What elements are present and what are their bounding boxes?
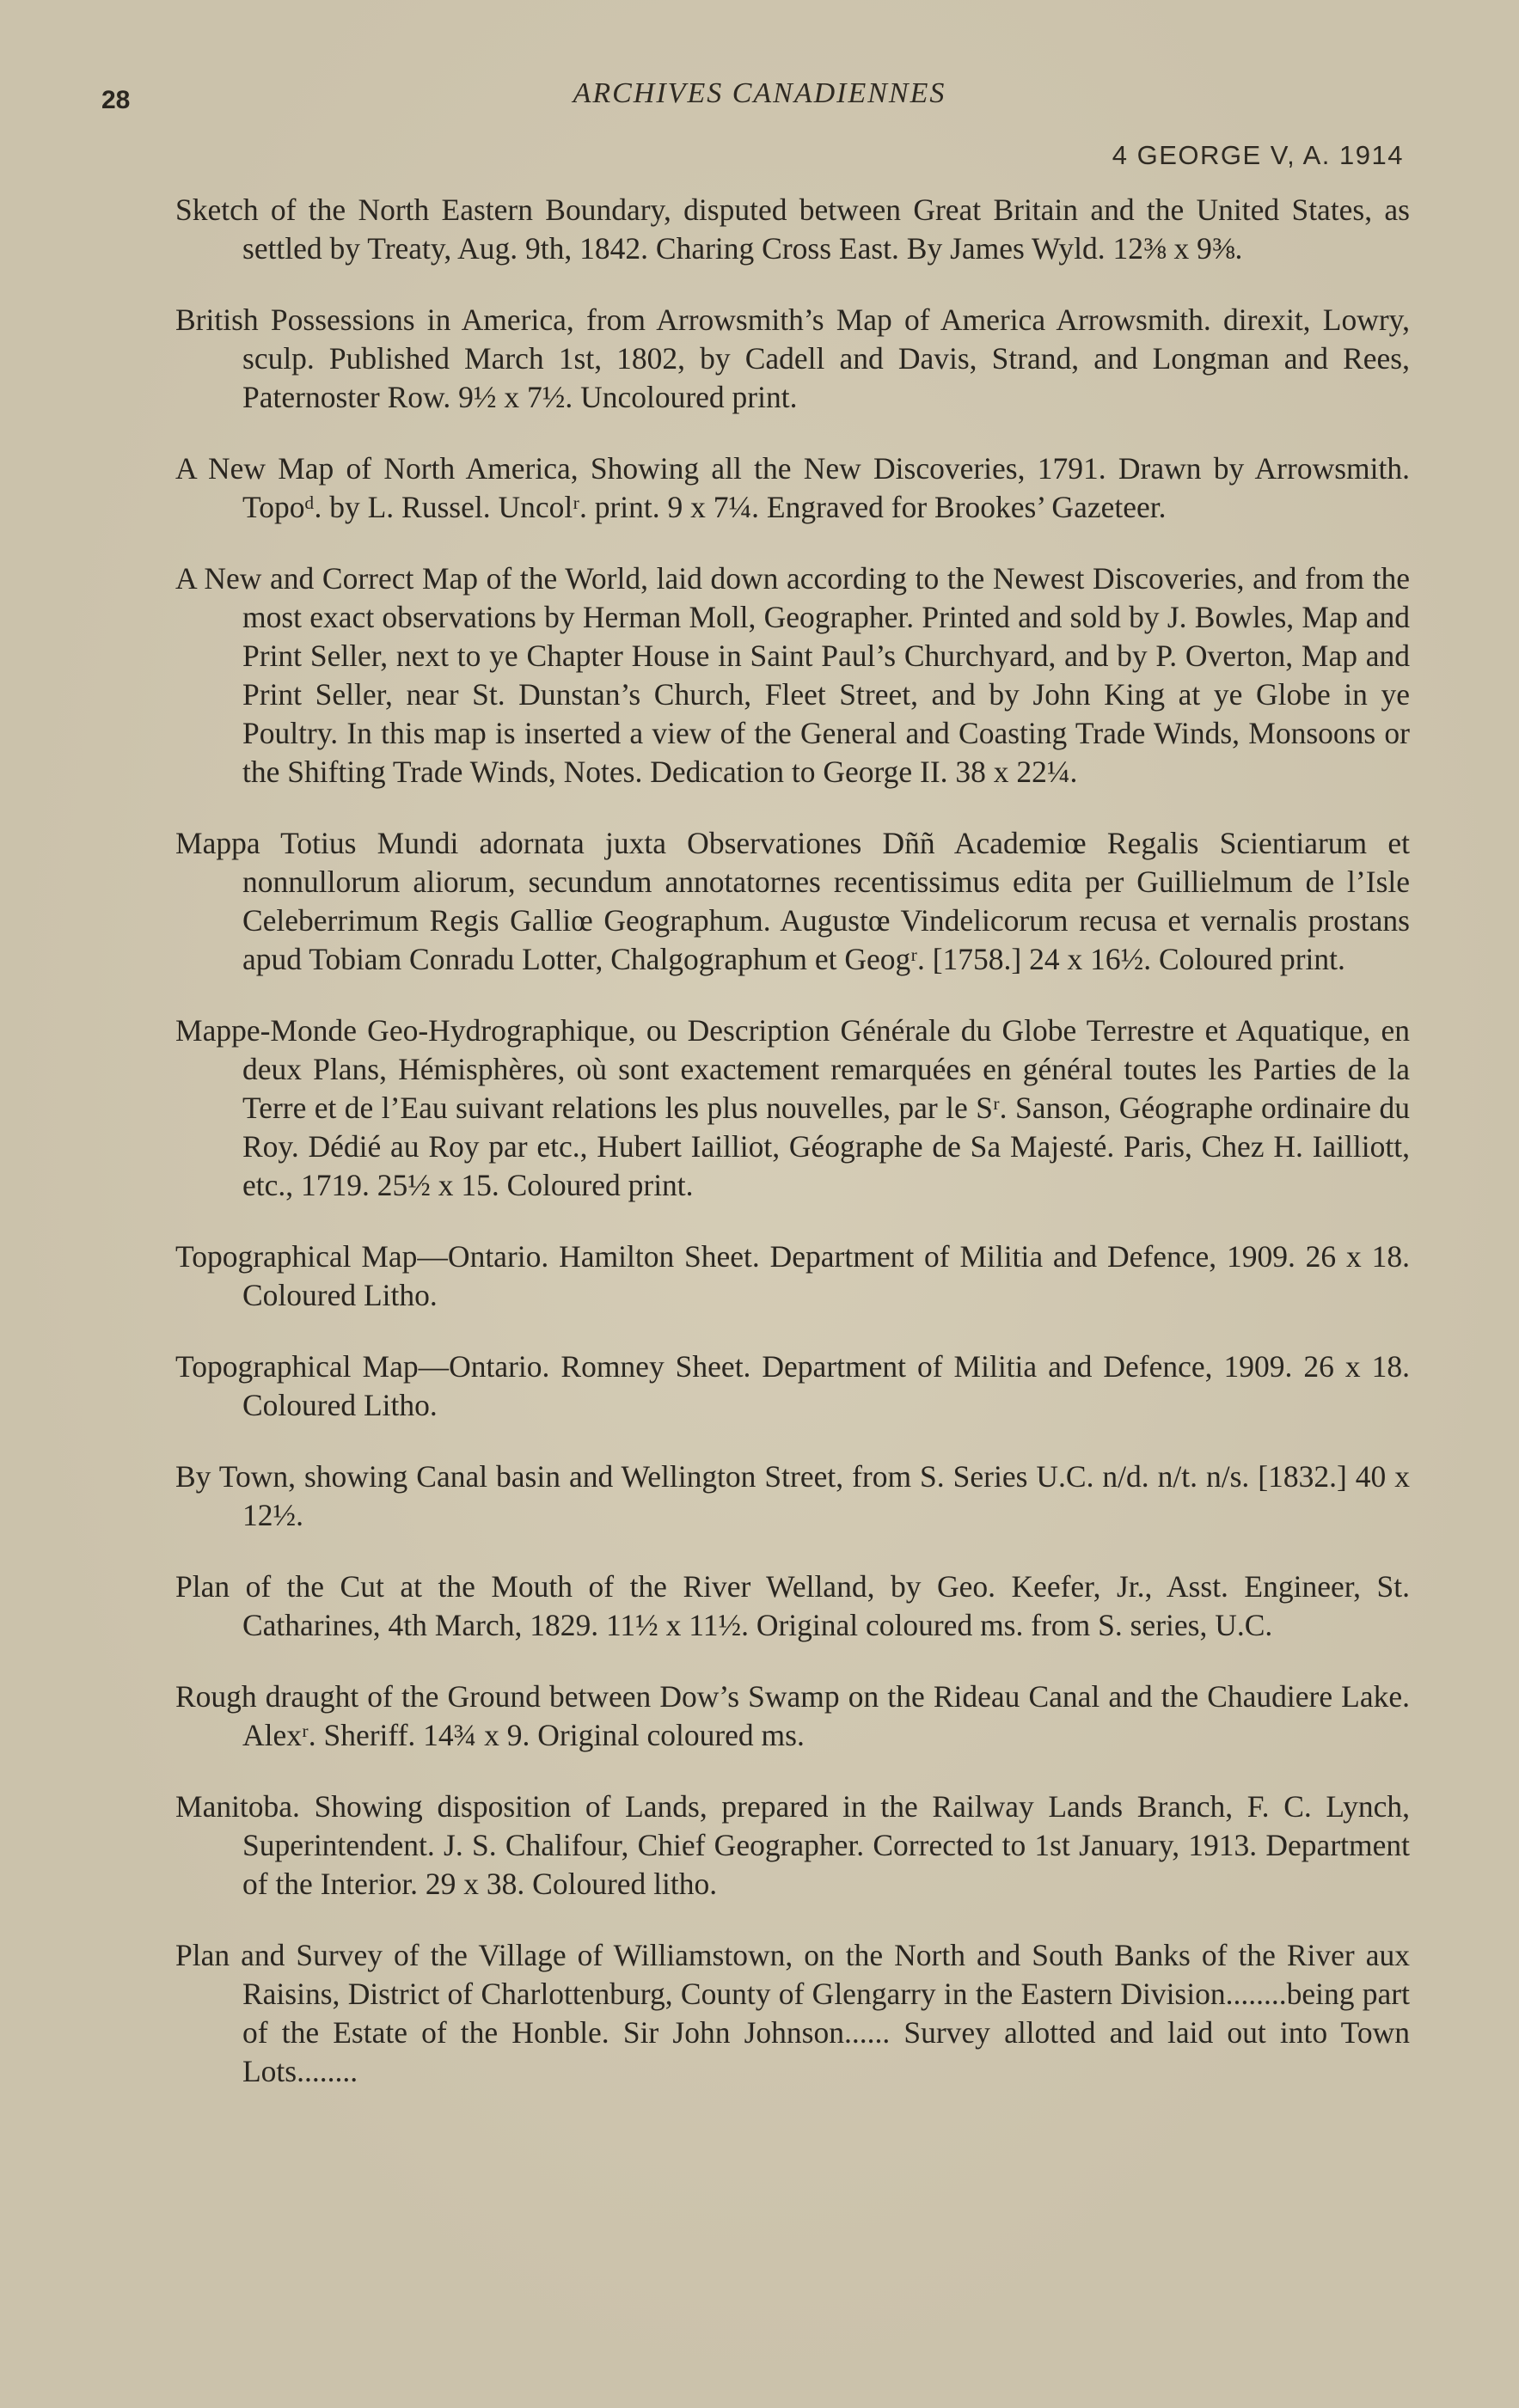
catalogue-entry: Mappa Totius Mundi adornata juxta Observationes Dññ Academiœ Regalis Scientiarum et nonnullorum aliorum, secundum annotatornes recentissimus edita per Guillielmum de l’Isle Celeberrimum Regis Galliœ Geographum. Augustœ Vindelicorum recusa et vernalis prostans apud Tobiam Conradu Lotter, Chalgographum et Geogʳ. [1758.] 24 x 16½. Coloured print. (175, 826, 1410, 976)
catalogue-entry: A New and Correct Map of the World, laid down according to the Newest Discoveries, and from the most exact observations by Herman Moll, Geographer. Printed and sold by J. Bowles, Map and Print Seller, next to ye Chapter House in Saint Paul’s Churchyard, and by P. Overton, Map and Print Seller, near St. Dunstan’s Church, Fleet Street, and by John King at ye Globe in ye Poultry. In this map is inserted a view of the General and Coasting Trade Winds, Monsoons or the Shifting Trade Winds, Notes. Dedication to George II. 38 x 22¼. (175, 561, 1410, 789)
catalogue-entry: Topographical Map—Ontario. Romney Sheet. Department of Militia and Defence, 1909. 26 x 18. Coloured Litho. (175, 1349, 1410, 1422)
catalogue-entry: Sketch of the North Eastern Boundary, disputed between Great Britain and the United States, as settled by Treaty, Aug. 9th, 1842. Charing Cross East. By James Wyld. 12⅜ x 9⅜. (175, 193, 1410, 266)
catalogue-entry: Plan and Survey of the Village of Williamstown, on the North and South Banks of the River aux Raisins, District of Charlottenburg, County of Glengarry in the Eastern Division........being part of the Estate of the Honble. Sir John Johnson...... Survey allotted and laid out into Town Lots........ (175, 1938, 1410, 2088)
catalogue-entry: Plan of the Cut at the Mouth of the River Welland, by Geo. Keefer, Jr., Asst. Engineer, St. Catharines, 4th March, 1829. 11½ x 11½. Original coloured ms. from S. series, U.C. (175, 1569, 1410, 1642)
catalogue-entry: Rough draught of the Ground between Dow’s Swamp on the Rideau Canal and the Chaudiere Lake. Alexʳ. Sheriff. 14¾ x 9. Original coloured ms. (175, 1679, 1410, 1752)
catalogue-entry: British Possessions in America, from Arrowsmith’s Map of America Arrowsmith. direxit, Lowry, sculp. Published March 1st, 1802, by Cadell and Davis, Strand, and Longman and Rees, Paternoster Row. 9½ x 7½. Uncoloured print. (175, 303, 1410, 414)
page-number: 28 (101, 86, 131, 114)
catalogue-entry: By Town, showing Canal basin and Wellington Street, from S. Series U.C. n/d. n/t. n/s. [1832.] 40 x 12½. (175, 1459, 1410, 1532)
running-title: ARCHIVES CANADIENNES (573, 77, 946, 109)
session-reference: 4 GEORGE V, A. 1914 (1112, 140, 1404, 170)
catalogue-entry: Mappe-Monde Geo-Hydrographique, ou Description Générale du Globe Terrestre et Aquatique, en deux Plans, Hémisphères, où sont exactement remarquées en général toutes les Parties de la Terre et de l’Eau suivant relations les plus nouvelles, par le Sʳ. Sanson, Géographe ordinaire du Roy. Dédié au Roy par etc., Hubert Iailliot, Géographe de Sa Majesté. Paris, Chez H. Iailliott, etc., 1719. 25½ x 15. Coloured print. (175, 1013, 1410, 1202)
catalogue-entry: Topographical Map—Ontario. Hamilton Sheet. Department of Militia and Defence, 1909. 26 x 18. Coloured Litho. (175, 1239, 1410, 1312)
catalogue-entries (175, 191, 1410, 2091)
catalogue-entry: A New Map of North America, Showing all the New Discoveries, 1791. Drawn by Arrowsmith. Topoᵈ. by L. Russel. Uncolʳ. print. 9 x 7¼. Engraved for Brookes’ Gazeteer. (175, 451, 1410, 524)
catalogue-entry: Manitoba. Showing disposition of Lands, prepared in the Railway Lands Branch, F. C. Lynch, Superintendent. J. S. Chalifour, Chief Geographer. Corrected to 1st January, 1913. Department of the Interior. 29 x 38. Coloured litho. (175, 1789, 1410, 1901)
